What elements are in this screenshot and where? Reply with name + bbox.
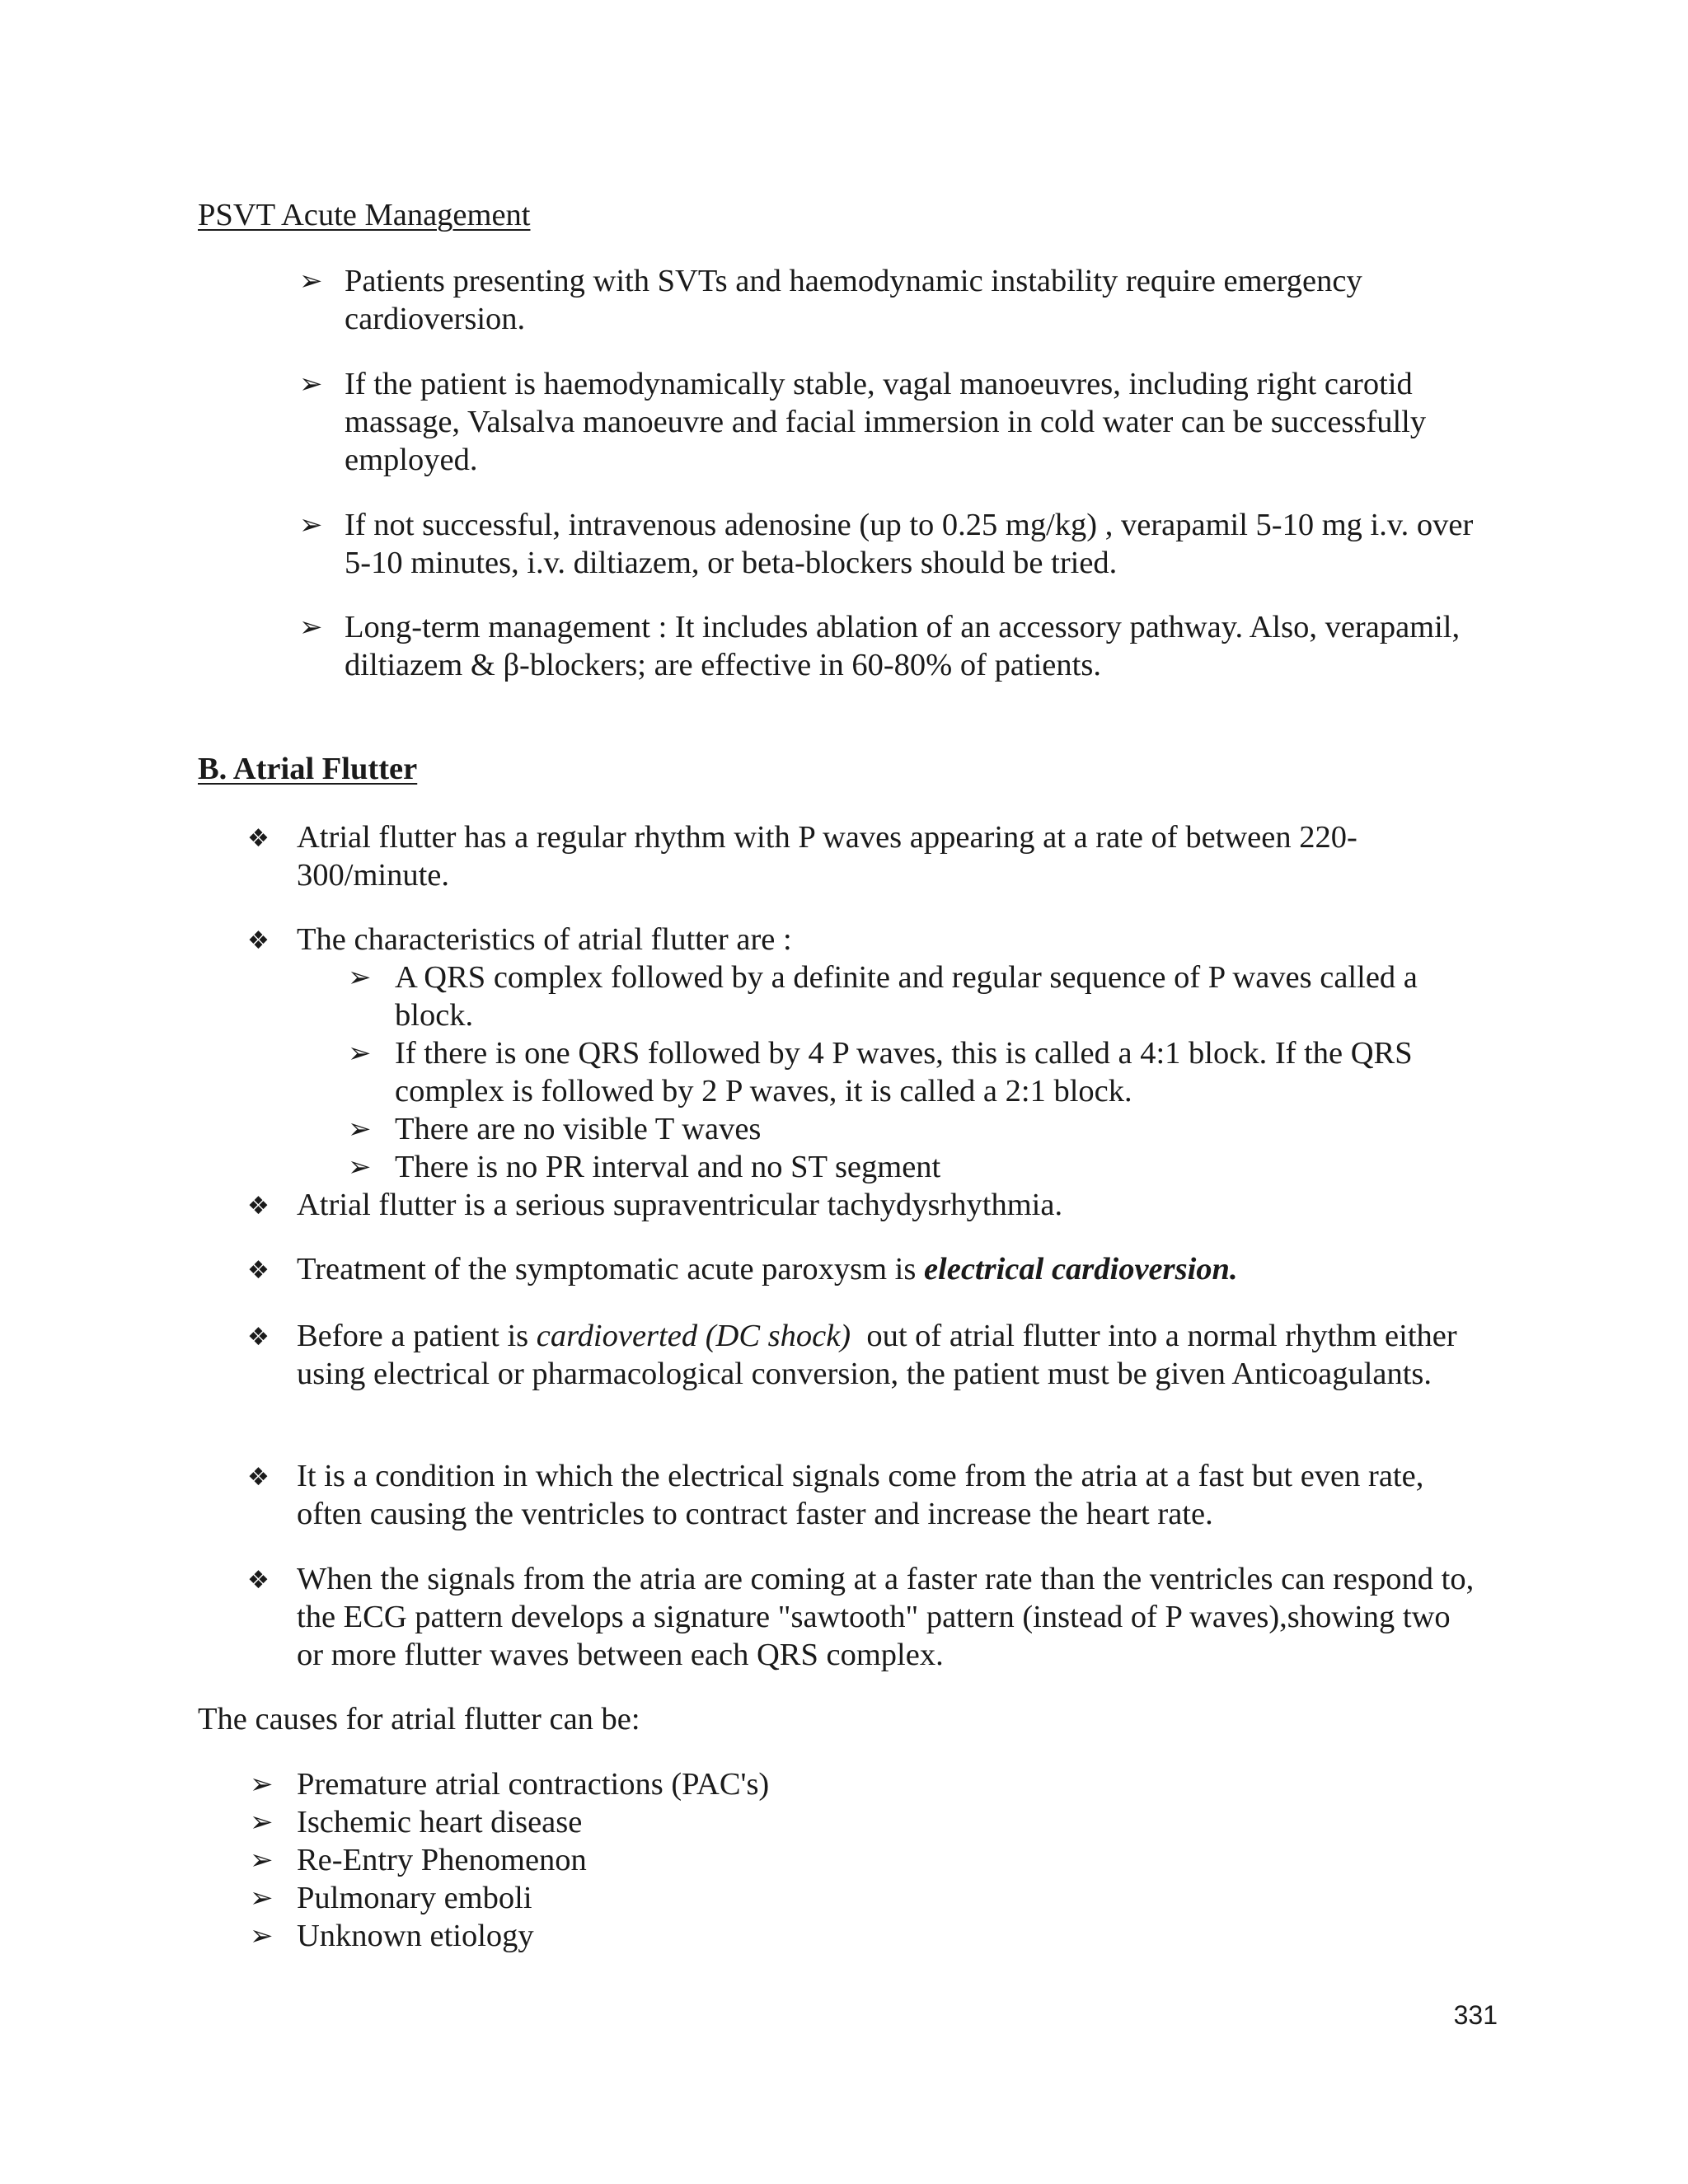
cardiovert-emphasis: cardioverted (DC shock) bbox=[536, 1319, 851, 1353]
psvt-item-text: Long-term management : It includes ablation of an accessory pathway. Also, verapamil, diltiazem & β-blockers; are effective in 60-80% of patients. bbox=[345, 610, 1461, 682]
flutter-point-7 bbox=[247, 1560, 1484, 1674]
flutter-point-5 bbox=[247, 1317, 1484, 1393]
flutter-point-text: Atrial flutter is a serious supraventricular tachydysrhythmia. bbox=[297, 1188, 1063, 1222]
flutter-point-text: When the signals from the atria are coming at a faster rate than the ventricles can respond to, the ECG pattern develops a signature "sawtooth" pattern (instead of P waves),showing two or more flutter waves between each QRS complex. bbox=[297, 1562, 1475, 1672]
arrowhead-bullet-icon: ➢ bbox=[299, 611, 323, 644]
cause-text: Pulmonary emboli bbox=[297, 1881, 532, 1915]
four-diamond-bullet-icon: ❖ bbox=[247, 1463, 270, 1492]
flutter-point-text: The characteristics of atrial flutter are : bbox=[297, 922, 792, 957]
psvt-item-1 bbox=[299, 262, 1486, 338]
arrowhead-bullet-icon: ➢ bbox=[250, 1919, 274, 1952]
psvt-item-text: If not successful, intravenous adenosine (up to 0.25 mg/kg) , verapamil 5-10 mg i.v. over 5-10 minutes, i.v. diltiazem, or beta-blockers should be tried. bbox=[345, 508, 1474, 580]
treatment-emphasis: electrical cardioversion. bbox=[923, 1252, 1238, 1286]
flutter-point-text bbox=[247, 1317, 1484, 1393]
cardiovert-text-pre: Before a patient is bbox=[297, 1319, 537, 1353]
arrowhead-bullet-icon: ➢ bbox=[348, 1113, 372, 1146]
causes-intro: The causes for atrial flutter can be: bbox=[198, 1702, 640, 1736]
four-diamond-bullet-icon: ❖ bbox=[247, 926, 270, 955]
four-diamond-bullet-icon: ❖ bbox=[247, 1192, 270, 1221]
arrowhead-bullet-icon: ➢ bbox=[348, 961, 372, 994]
arrowhead-bullet-icon: ➢ bbox=[348, 1151, 372, 1183]
characteristic-1 bbox=[348, 958, 1485, 1034]
four-diamond-bullet-icon: ❖ bbox=[247, 1256, 270, 1285]
flutter-point-1 bbox=[247, 818, 1484, 894]
flutter-point-6 bbox=[247, 1457, 1484, 1533]
cause-text: Re-Entry Phenomenon bbox=[297, 1843, 587, 1877]
psvt-item-text: If the patient is haemodynamically stable, vagal manoeuvres, including right carotid massage, Valsalva manoeuvre and facial immersion in cold water can be successfully employed. bbox=[345, 367, 1427, 477]
treatment-text: Treatment of the symptomatic acute paroxysm is bbox=[297, 1252, 924, 1286]
psvt-item-text: Patients presenting with SVTs and haemodynamic instability require emergency cardioversion. bbox=[345, 264, 1362, 336]
psvt-item-3 bbox=[299, 506, 1486, 582]
arrowhead-bullet-icon: ➢ bbox=[299, 509, 323, 541]
arrowhead-bullet-icon: ➢ bbox=[299, 368, 323, 401]
cause-1 bbox=[250, 1765, 1404, 1803]
atrial-flutter-heading: B. Atrial Flutter bbox=[198, 752, 418, 786]
characteristic-text: A QRS complex followed by a definite and regular sequence of P waves called a block. bbox=[395, 960, 1418, 1033]
psvt-item-4 bbox=[299, 608, 1486, 684]
flutter-point-4 bbox=[247, 1250, 1484, 1288]
characteristic-text: There are no visible T waves bbox=[395, 1112, 762, 1146]
psvt-heading: PSVT Acute Management bbox=[198, 198, 531, 232]
flutter-point-text: Atrial flutter has a regular rhythm with P waves appearing at a rate of between 220-300/minute. bbox=[297, 820, 1357, 893]
four-diamond-bullet-icon: ❖ bbox=[247, 1323, 270, 1352]
cardiovert-text-post: out of atrial flutter into a normal rhythm either using electrical or pharmacological conversion, the patient must be given Anticoagulants. bbox=[297, 1319, 1465, 1391]
characteristic-text: There is no PR interval and no ST segment bbox=[395, 1150, 941, 1184]
cause-text: Premature atrial contractions (PAC's) bbox=[297, 1767, 770, 1802]
cause-2 bbox=[250, 1803, 1404, 1841]
arrowhead-bullet-icon: ➢ bbox=[348, 1037, 372, 1070]
characteristic-3 bbox=[348, 1110, 1485, 1148]
arrowhead-bullet-icon: ➢ bbox=[250, 1806, 274, 1839]
cause-4 bbox=[250, 1879, 1404, 1917]
cause-text: Ischemic heart disease bbox=[297, 1805, 583, 1840]
flutter-point-2 bbox=[247, 921, 1484, 958]
arrowhead-bullet-icon: ➢ bbox=[250, 1768, 274, 1801]
four-diamond-bullet-icon: ❖ bbox=[247, 824, 270, 853]
arrowhead-bullet-icon: ➢ bbox=[299, 265, 323, 298]
four-diamond-bullet-icon: ❖ bbox=[247, 1566, 270, 1595]
arrowhead-bullet-icon: ➢ bbox=[250, 1882, 274, 1915]
flutter-point-text: It is a condition in which the electrical signals come from the atria at a fast but even rate, often causing the ventricles to contract faster and increase the heart rate. bbox=[297, 1459, 1424, 1531]
cause-5 bbox=[250, 1917, 1404, 1955]
psvt-item-2 bbox=[299, 365, 1486, 479]
page-number: 331 bbox=[1453, 2000, 1498, 2030]
characteristic-4 bbox=[348, 1148, 1485, 1186]
arrowhead-bullet-icon: ➢ bbox=[250, 1844, 274, 1877]
flutter-point-3 bbox=[247, 1186, 1484, 1224]
characteristic-2 bbox=[348, 1034, 1485, 1110]
cause-3 bbox=[250, 1841, 1404, 1879]
characteristic-text: If there is one QRS followed by 4 P waves, this is called a 4:1 block. If the QRS complex is followed by 2 P waves, it is called a 2:1 block. bbox=[395, 1036, 1413, 1108]
flutter-point-text bbox=[247, 1250, 1484, 1288]
cause-text: Unknown etiology bbox=[297, 1919, 534, 1953]
